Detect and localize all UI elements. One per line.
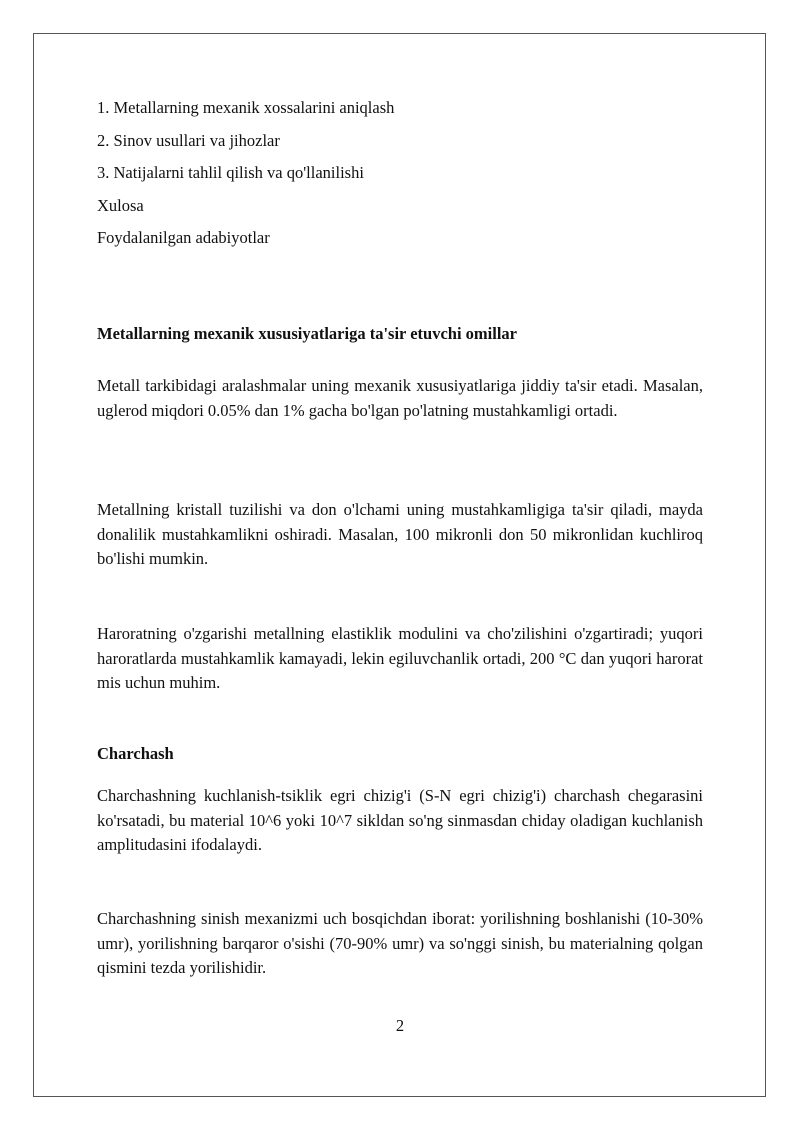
toc-item: 1. Metallarning mexanik xossalarini aniqlash bbox=[97, 98, 395, 117]
paragraph: Metallning kristall tuzilishi va don o'lchami uning mustahkamligiga ta'sir qiladi, mayda donalilik mustahkamlikni oshiradi. Masalan, 100 mikronli don 50 mikronlidan kuchliroq bo'lishi mumkin. bbox=[97, 500, 703, 568]
paragraph: Haroratning o'zgarishi metallning elastiklik modulini va cho'zilishini o'zgartiradi; yuqori haroratlarda mustahkamlik kamayadi, lekin egiluvchanlik ortadi, 200 °C dan yuqori harorat mis uchun muhim. bbox=[97, 624, 703, 692]
paragraph: Metall tarkibidagi aralashmalar uning mexanik xususiyatlariga jiddiy ta'sir etadi. Masalan, uglerod miqdori 0.05% dan 1% gacha bo'lgan po'latning mustahkamligi ortadi. bbox=[97, 376, 703, 420]
section-heading: Metallarning mexanik xususiyatlariga ta'sir etuvchi omillar bbox=[97, 324, 517, 343]
toc-item: 3. Natijalarni tahlil qilish va qo'llanilishi bbox=[97, 163, 364, 182]
paragraph: Charchashning sinish mexanizmi uch bosqichdan iborat: yorilishning boshlanishi (10-30% umr), yorilishning barqaror o'sishi (70-90% umr) va so'nggi sinish, bu materialning qolgan qismini tezda yorilishidir. bbox=[97, 909, 703, 977]
toc-item: 2. Sinov usullari va jihozlar bbox=[97, 131, 280, 150]
paragraph: Charchashning kuchlanish-tsiklik egri chizig'i (S-N egri chizig'i) charchash chegarasini ko'rsatadi, bu material 10^6 yoki 10^7 sikldan so'ng sinmasdan chiday oladigan kuchlanish amplitudasini ifodalaydi. bbox=[97, 786, 703, 854]
toc-item: Xulosa bbox=[97, 196, 144, 215]
toc-item: Foydalanilgan adabiyotlar bbox=[97, 228, 270, 247]
page-number: 2 bbox=[395, 1016, 405, 1035]
section-heading: Charchash bbox=[97, 744, 174, 763]
